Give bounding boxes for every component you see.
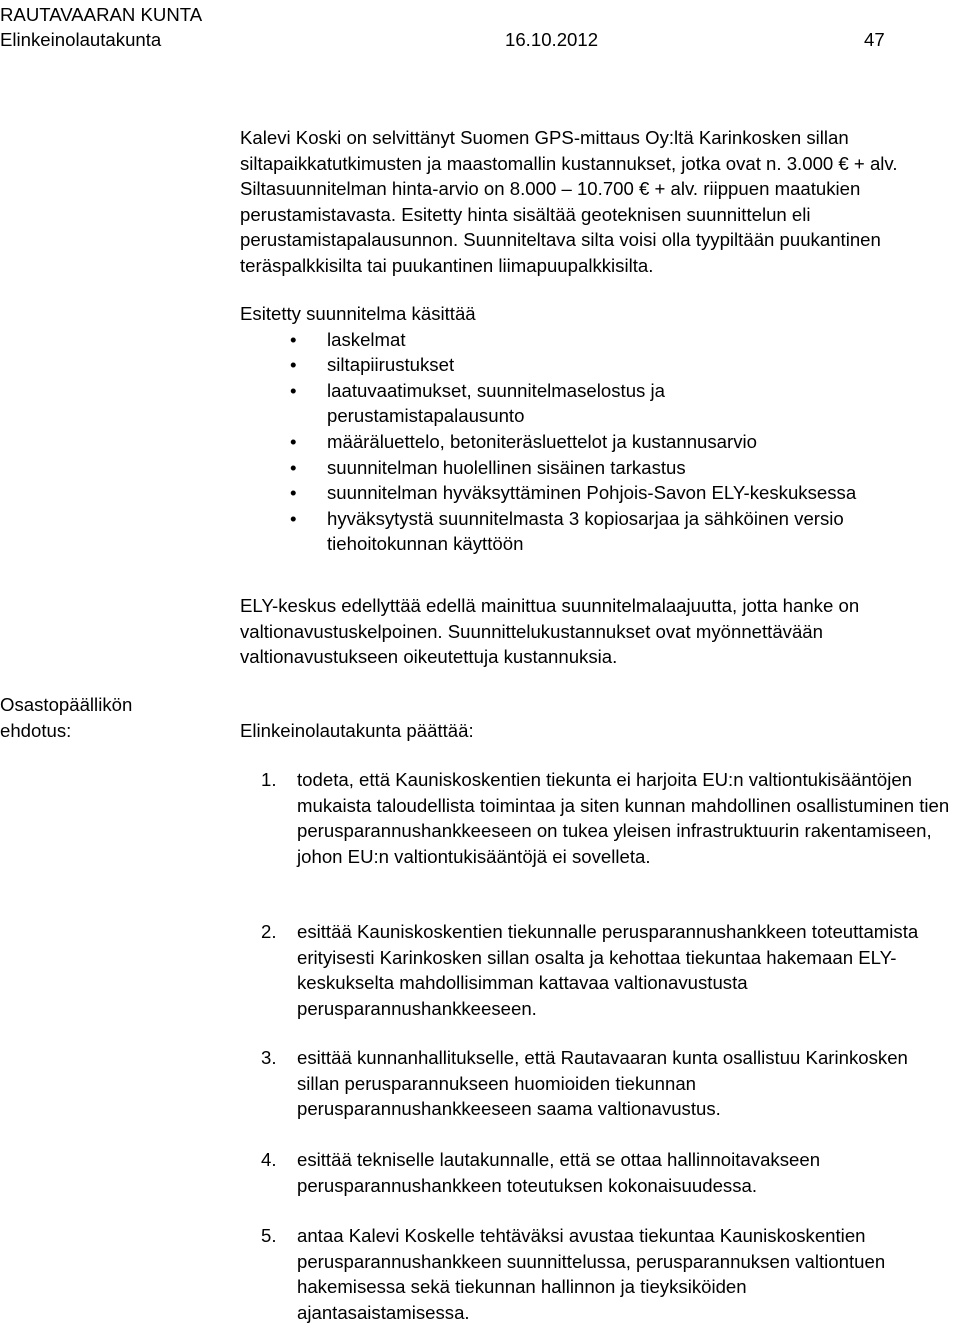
decision-text: esittää kunnanhallitukselle, että Rautavaaran kunta osallistuu Karinkosken sillan perusparannukseen huomioiden tiekunnan perusparannushankkeeseen saama valtionavustus. — [297, 1047, 908, 1120]
decision-item — [240, 1147, 924, 1198]
list-item — [239, 352, 960, 378]
decision-list-wrap — [240, 767, 960, 869]
bullet-icon: • — [290, 456, 297, 478]
plan-section — [240, 301, 960, 557]
list-item — [239, 480, 960, 506]
bullet-icon: • — [290, 379, 297, 401]
organization-name: RAUTAVAARAN KUNTA — [0, 4, 203, 25]
plan-items-list — [239, 327, 960, 557]
bullet-icon: • — [290, 328, 297, 350]
list-item-text: suunnitelman huolellinen sisäinen tarkastus — [327, 456, 686, 478]
decision-list — [240, 919, 937, 1021]
ely-paragraph — [240, 593, 960, 670]
list-item-text: siltapiirustukset — [327, 354, 455, 376]
decision-text: antaa Kalevi Koskelle tehtäväksi avustaa tiekuntaa Kauniskoskentien perusparannushankkeen suunnittelussa, perusparannuksen valtiontuen hakemisessa sekä tiekunnan hallinnon ja tieyksiköiden ajantasaistamisessa. — [297, 1225, 886, 1323]
decision-number: 4. — [261, 1149, 277, 1170]
page-number: 47 — [864, 29, 885, 50]
decision-number: 5. — [261, 1225, 277, 1246]
list-item — [239, 429, 960, 455]
decision-number: 2. — [261, 921, 277, 942]
bullet-icon: • — [290, 507, 297, 529]
decision-text: esittää Kauniskoskentien tiekunnalle perusparannushankkeen toteuttamista erityisesti Karinkosken sillan osalta ja kehottaa tiekuntaa hakemaan ELY-keskukselta mahdollisimman kattavaa valtionavustusta perusparannushankkeeseen. — [297, 921, 919, 1019]
intro-paragraph — [240, 125, 960, 279]
list-item — [239, 506, 887, 557]
ely-paragraph-text: ELY-keskus edellyttää edellä mainittua suunnitelmalaajuutta, jotta hanke on valtionavustuskelpoinen. Suunnittelukustannukset ovat myönnettävään valtionavustukseen oikeutettuja kustannuksia. — [240, 595, 860, 668]
committee-name: Elinkeinolautakunta — [0, 29, 162, 50]
decision-number: 1. — [261, 769, 277, 790]
decision-number: 3. — [261, 1047, 277, 1068]
plan-intro: Esitetty suunnitelma käsittää — [240, 303, 476, 324]
decision-item — [240, 1045, 919, 1122]
decision-list — [240, 767, 960, 869]
bullet-icon: • — [290, 354, 297, 376]
decision-list — [240, 1045, 919, 1122]
decision-list-wrap — [240, 919, 937, 1021]
list-item-text: laskelmat — [327, 328, 406, 350]
bullet-icon: • — [290, 430, 297, 452]
intro-paragraph-text: Kalevi Koski on selvittänyt Suomen GPS-mittaus Oy:ltä Karinkosken sillan siltapaikkatutkimusten ja maastomallin kustannukset, jotka ovat n. 3.000 € + alv. Siltasuunnitelman hinta-arvio on 8.000 – 10.700 € + alv. riippuen maatukien perustamistavasta. Esitetty hinta sisältää geoteknisen suunnittelun eli perustamistapalausunnon. Suunniteltava silta voisi olla tyypiltään puukantinen teräspalkkisilta tai puukantinen liimapuupalkkisilta. — [240, 127, 898, 276]
decision-list-wrap — [240, 1147, 924, 1198]
decision-text: todeta, että Kauniskoskentien tiekunta ei harjoita EU:n valtiontukisääntöjen mukaista taloudellista toimintaa ja siten kunnan mahdollinen osallistuminen tien perusparannushankkeeseen on tukea yleisen infrastruktuurin rakentamiseen, johon EU:n valtiontukisääntöjä ei sovelleta. — [297, 769, 950, 867]
decision-item — [240, 767, 960, 869]
list-item-text: suunnitelman hyväksyttäminen Pohjois-Savon ELY-keskuksessa — [327, 482, 857, 504]
list-item — [239, 378, 747, 429]
bullet-icon: • — [290, 482, 297, 504]
decision-item — [240, 1223, 887, 1325]
list-item — [239, 327, 960, 353]
decision-text: esittää tekniselle lautakunnalle, että se ottaa hallinnoitavakseen perusparannushankkeen toteutuksen kokonaisuudessa. — [297, 1149, 821, 1196]
list-item-text: laatuvaatimukset, suunnitelmaselostus ja perustamistapalausunto — [327, 379, 665, 427]
decision-list-wrap — [240, 1223, 887, 1325]
decision-list-wrap — [240, 1045, 919, 1122]
list-item-text: määräluettelo, betoniteräsluettelot ja kustannusarvio — [327, 430, 757, 452]
decision-list — [240, 1223, 887, 1325]
decision-heading: Elinkeinolautakunta päättää: — [240, 720, 474, 741]
meeting-date: 16.10.2012 — [505, 29, 599, 50]
list-item-text: hyväksytystä suunnitelmasta 3 kopiosarjaa ja sähköinen versio tiehoitokunnan käyttöön — [327, 507, 844, 555]
decision-item — [240, 919, 937, 1021]
list-item — [239, 455, 960, 481]
proposal-side-label: Osastopäällikön ehdotus: — [0, 694, 133, 741]
decision-list — [240, 1147, 924, 1198]
